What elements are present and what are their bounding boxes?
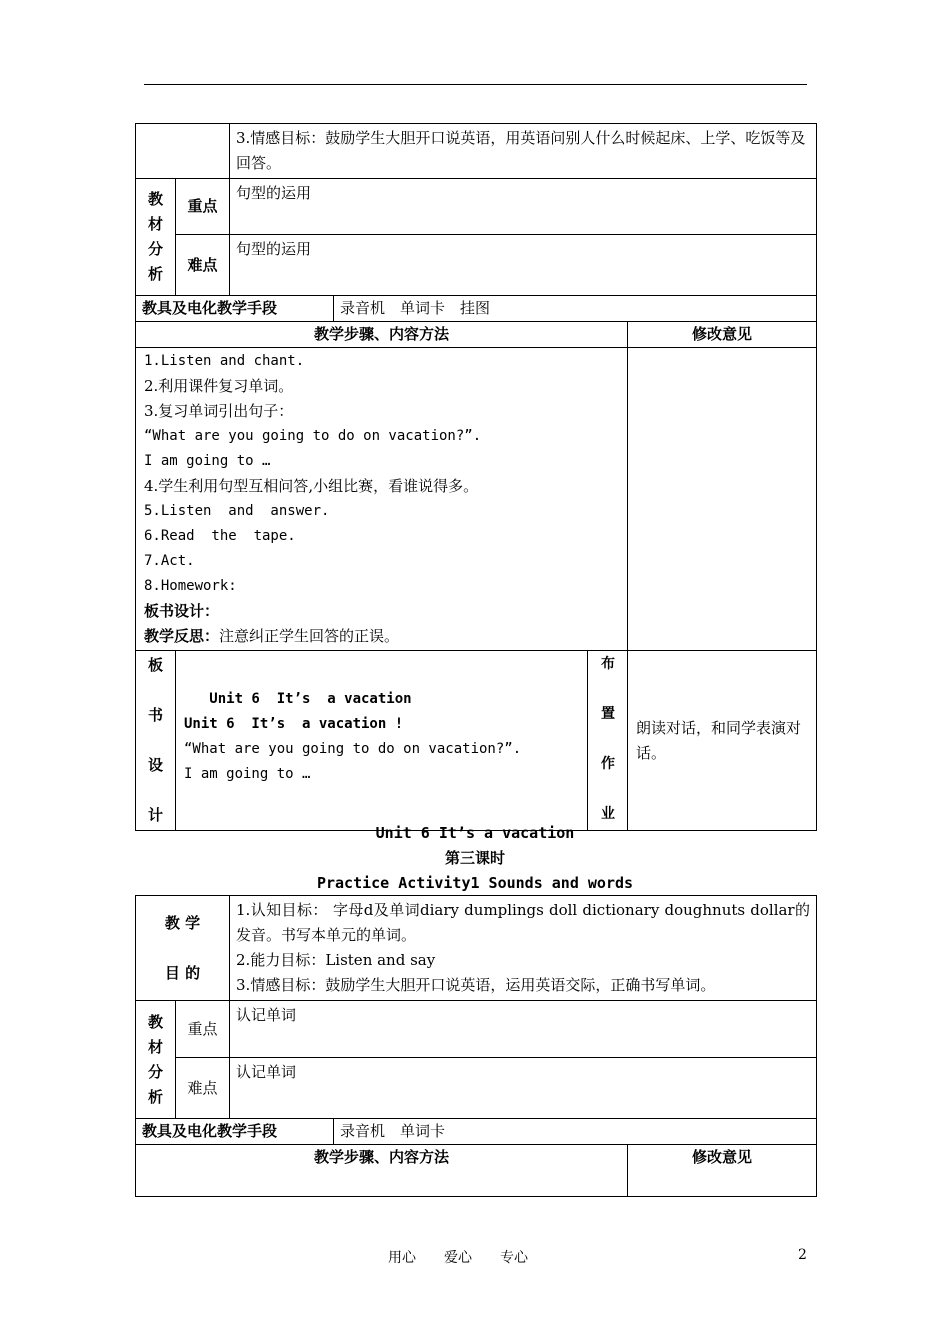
lesson-table-2 <box>135 895 817 1197</box>
step-line: 4.学生利用句型互相问答,小组比赛，看谁说得多。 <box>144 477 479 495</box>
key-point-label: 重点 <box>176 179 230 235</box>
board-line: “What are you going to do on vacation?”. <box>184 741 522 757</box>
step-line: 5.Listen and answer. <box>144 503 330 519</box>
emotion-goal: 3.情感目标：鼓励学生大胆开口说英语，运用英语交际，正确书写单词。 <box>236 976 716 994</box>
step-line: 2.利用课件复习单词。 <box>144 377 294 395</box>
difficult-point-label: 难点 <box>176 1058 230 1119</box>
difficult-point-label: 难点 <box>176 235 230 296</box>
step-line: I am going to … <box>144 453 271 469</box>
analysis-label: 教 材 分 析 <box>136 1001 176 1119</box>
step-line: 6.Read the tape. <box>144 528 296 544</box>
lesson-subtitle: Practice Activity1 Sounds and words <box>316 874 634 892</box>
board-design-label: 板书设计： <box>144 602 220 620</box>
header-rule <box>144 84 807 85</box>
board-line: Unit 6 It’s a vacation ! <box>184 716 404 732</box>
board-label: 板 书 设 计 <box>136 651 176 831</box>
board-line: I am going to … <box>184 766 311 782</box>
revise-content <box>628 348 817 651</box>
homework-value: 朗读对话，和同学表演对话。 <box>628 651 817 831</box>
emotion-goal: 3.情感目标：鼓励学生大胆开口说英语，用英语问别人什么时候起床、上学、吃饭等及回答。 <box>230 124 817 179</box>
steps-content <box>136 348 628 651</box>
revise-header: 修改意见 <box>628 1145 817 1197</box>
unit-title: Unit 6 It’s a vacation <box>375 824 575 842</box>
page-number: 2 <box>798 1247 807 1263</box>
lesson-title: 第三课时 <box>444 849 505 867</box>
steps-header: 教学步骤、内容方法 <box>136 322 628 348</box>
cognitive-goal: 1.认知目标： 字母d及单词diary dumplings doll dictionary doughnuts dollar的发音。书写本单元的单词。 <box>236 901 811 944</box>
homework-label: 布 置 作 业 <box>587 650 628 831</box>
step-line: 3.复习单词引出句子： <box>144 402 294 420</box>
step-line: 7.Act. <box>144 553 195 569</box>
tools-label: 教具及电化教学手段 <box>136 1119 334 1145</box>
footer-motto: 用心 爱心 专心 <box>388 1250 528 1266</box>
ability-goal: 2.能力目标：Listen and say <box>236 951 436 969</box>
goal-content <box>230 896 817 1001</box>
key-point-value: 认记单词 <box>230 1001 817 1058</box>
board-content <box>176 651 628 831</box>
revise-header: 修改意见 <box>628 322 817 348</box>
key-point-value: 句型的运用 <box>230 179 817 235</box>
difficult-point-value: 认记单词 <box>230 1058 817 1119</box>
board-line: Unit 6 It’s a vacation <box>184 691 412 707</box>
tools-label: 教具及电化教学手段 <box>136 296 334 322</box>
blank-cell <box>136 124 230 179</box>
tools-value: 录音机 单词卡 <box>334 1119 817 1145</box>
step-line: 1.Listen and chant. <box>144 353 305 369</box>
step-line: “What are you going to do on vacation?”. <box>144 428 482 444</box>
tools-value: 录音机 单词卡 挂图 <box>334 296 817 322</box>
teaching-reflection: 教学反思：注意纠正学生回答的正误。 <box>144 627 400 645</box>
steps-header: 教学步骤、内容方法 <box>136 1145 628 1197</box>
lesson-table-1 <box>135 123 817 831</box>
difficult-point-value: 句型的运用 <box>230 235 817 296</box>
key-point-label: 重点 <box>176 1001 230 1058</box>
analysis-label: 教 材 分 析 <box>136 179 176 296</box>
step-line: 8.Homework: <box>144 578 237 594</box>
goal-label: 教 学 目 的 <box>136 896 230 1001</box>
